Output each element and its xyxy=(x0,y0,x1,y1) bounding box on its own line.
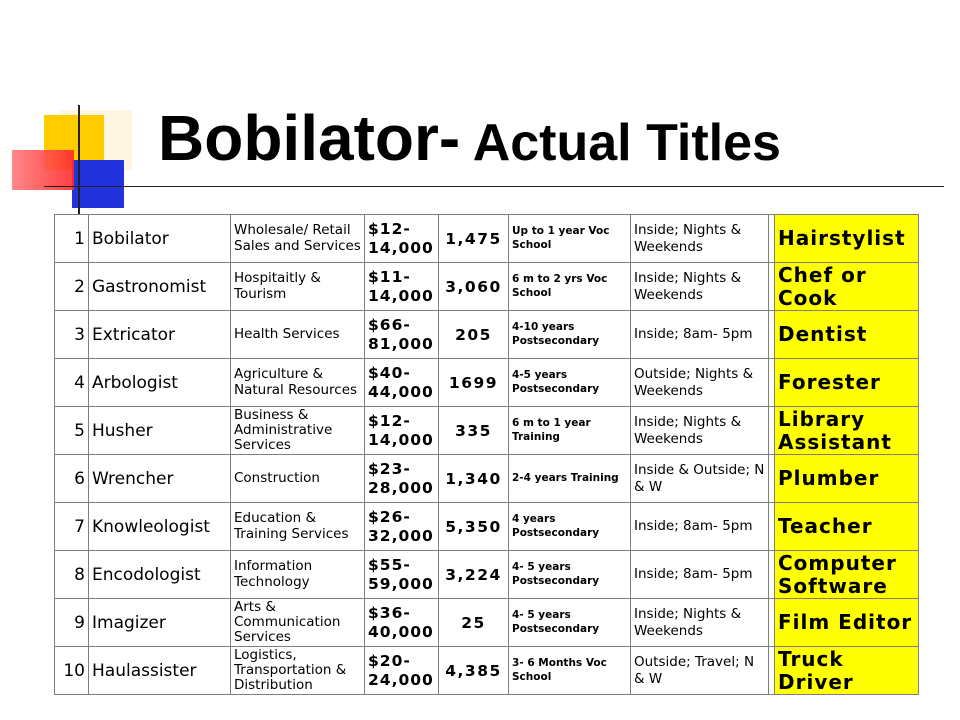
education-cell: 4- 5 years Postsecondary xyxy=(509,599,631,647)
bobilator-title-cell: Arbologist xyxy=(89,359,231,407)
bobilator-title-cell: Extricator xyxy=(89,311,231,359)
working-conditions-cell: Inside; 8am- 5pm xyxy=(631,311,769,359)
job-openings-cell: 205 xyxy=(439,311,509,359)
working-conditions-cell: Inside; Nights & Weekends xyxy=(631,407,769,455)
education-cell: 6 m to 1 year Training xyxy=(509,407,631,455)
row-number-cell: 6 xyxy=(55,455,89,503)
actual-title-cell: Film Editor xyxy=(775,599,919,647)
career-cluster-cell: Hospitaitly & Tourism xyxy=(231,263,365,311)
bobilator-title-cell: Knowleologist xyxy=(89,503,231,551)
row-number-cell: 4 xyxy=(55,359,89,407)
job-openings-cell: 3,060 xyxy=(439,263,509,311)
table-row xyxy=(55,599,919,647)
actual-title-cell: Library Assistant xyxy=(775,407,919,455)
career-cluster-cell: Business & Administrative Services xyxy=(231,407,365,455)
actual-title-cell: Computer Software xyxy=(775,551,919,599)
bobilator-title-cell: Husher xyxy=(89,407,231,455)
education-cell: 3- 6 Months Voc School xyxy=(509,647,631,695)
job-openings-cell: 25 xyxy=(439,599,509,647)
working-conditions-cell: Inside; 8am- 5pm xyxy=(631,503,769,551)
job-openings-cell: 1,340 xyxy=(439,455,509,503)
career-cluster-cell: Agriculture & Natural Resources xyxy=(231,359,365,407)
education-cell: 2-4 years Training xyxy=(509,455,631,503)
table-row xyxy=(55,647,919,695)
education-cell: 6 m to 2 yrs Voc School xyxy=(509,263,631,311)
bobilator-title-cell: Imagizer xyxy=(89,599,231,647)
salary-range-cell: $40- 44,000 xyxy=(365,359,439,407)
row-number-cell: 1 xyxy=(55,215,89,263)
working-conditions-cell: Inside; Nights & Weekends xyxy=(631,599,769,647)
job-openings-cell: 3,224 xyxy=(439,551,509,599)
slide-title-sub: Actual Titles xyxy=(460,114,781,172)
salary-range-cell: $12- 14,000 xyxy=(365,215,439,263)
education-cell: Up to 1 year Voc School xyxy=(509,215,631,263)
job-openings-cell: 4,385 xyxy=(439,647,509,695)
row-number-cell: 7 xyxy=(55,503,89,551)
row-number-cell: 5 xyxy=(55,407,89,455)
actual-title-cell: Chef or Cook xyxy=(775,263,919,311)
job-openings-cell: 5,350 xyxy=(439,503,509,551)
education-cell: 4-10 years Postsecondary xyxy=(509,311,631,359)
bobilator-title-cell: Bobilator xyxy=(89,215,231,263)
decor-horizontal-line xyxy=(44,186,944,187)
bobilator-title-cell: Haulassister xyxy=(89,647,231,695)
salary-range-cell: $23- 28,000 xyxy=(365,455,439,503)
table-row xyxy=(55,407,919,455)
salary-range-cell: $26- 32,000 xyxy=(365,503,439,551)
table-row xyxy=(55,263,919,311)
working-conditions-cell: Outside; Travel; N & W xyxy=(631,647,769,695)
job-openings-cell: 1699 xyxy=(439,359,509,407)
row-number-cell: 10 xyxy=(55,647,89,695)
salary-range-cell: $66- 81,000 xyxy=(365,311,439,359)
education-cell: 4- 5 years Postsecondary xyxy=(509,551,631,599)
row-number-cell: 2 xyxy=(55,263,89,311)
education-cell: 4-5 years Postsecondary xyxy=(509,359,631,407)
table-row xyxy=(55,455,919,503)
bobilator-title-cell: Wrencher xyxy=(89,455,231,503)
bobilator-title-cell: Gastronomist xyxy=(89,263,231,311)
table-row xyxy=(55,503,919,551)
actual-title-cell: Dentist xyxy=(775,311,919,359)
career-cluster-cell: Health Services xyxy=(231,311,365,359)
titles-table xyxy=(54,214,919,695)
bobilator-title-cell: Encodologist xyxy=(89,551,231,599)
row-number-cell: 9 xyxy=(55,599,89,647)
table-row xyxy=(55,215,919,263)
education-cell: 4 years Postsecondary xyxy=(509,503,631,551)
career-cluster-cell: Education & Training Services xyxy=(231,503,365,551)
career-cluster-cell: Construction xyxy=(231,455,365,503)
table-row xyxy=(55,311,919,359)
table-row xyxy=(55,551,919,599)
salary-range-cell: $55- 59,000 xyxy=(365,551,439,599)
career-cluster-cell: Logistics, Transportation & Distribution xyxy=(231,647,365,695)
actual-title-cell: Plumber xyxy=(775,455,919,503)
decor-red-square xyxy=(12,150,74,190)
working-conditions-cell: Inside; Nights & Weekends xyxy=(631,263,769,311)
job-openings-cell: 335 xyxy=(439,407,509,455)
actual-title-cell: Hairstylist xyxy=(775,215,919,263)
working-conditions-cell: Inside; 8am- 5pm xyxy=(631,551,769,599)
working-conditions-cell: Inside; Nights & Weekends xyxy=(631,215,769,263)
career-cluster-cell: Wholesale/ Retail Sales and Services xyxy=(231,215,365,263)
working-conditions-cell: Outside; Nights & Weekends xyxy=(631,359,769,407)
salary-range-cell: $20- 24,000 xyxy=(365,647,439,695)
job-openings-cell: 1,475 xyxy=(439,215,509,263)
actual-title-cell: Truck Driver xyxy=(775,647,919,695)
slide-title-main: Bobilator- xyxy=(158,102,461,174)
titles-table-body xyxy=(55,215,919,695)
salary-range-cell: $12- 14,000 xyxy=(365,407,439,455)
working-conditions-cell: Inside & Outside; N & W xyxy=(631,455,769,503)
table-row xyxy=(55,359,919,407)
career-cluster-cell: Information Technology xyxy=(231,551,365,599)
career-cluster-cell: Arts & Communication Services xyxy=(231,599,365,647)
actual-title-cell: Teacher xyxy=(775,503,919,551)
row-number-cell: 3 xyxy=(55,311,89,359)
slide-title xyxy=(158,102,781,174)
actual-title-cell: Forester xyxy=(775,359,919,407)
salary-range-cell: $11- 14,000 xyxy=(365,263,439,311)
salary-range-cell: $36- 40,000 xyxy=(365,599,439,647)
row-number-cell: 8 xyxy=(55,551,89,599)
decor-vertical-line xyxy=(78,105,80,215)
